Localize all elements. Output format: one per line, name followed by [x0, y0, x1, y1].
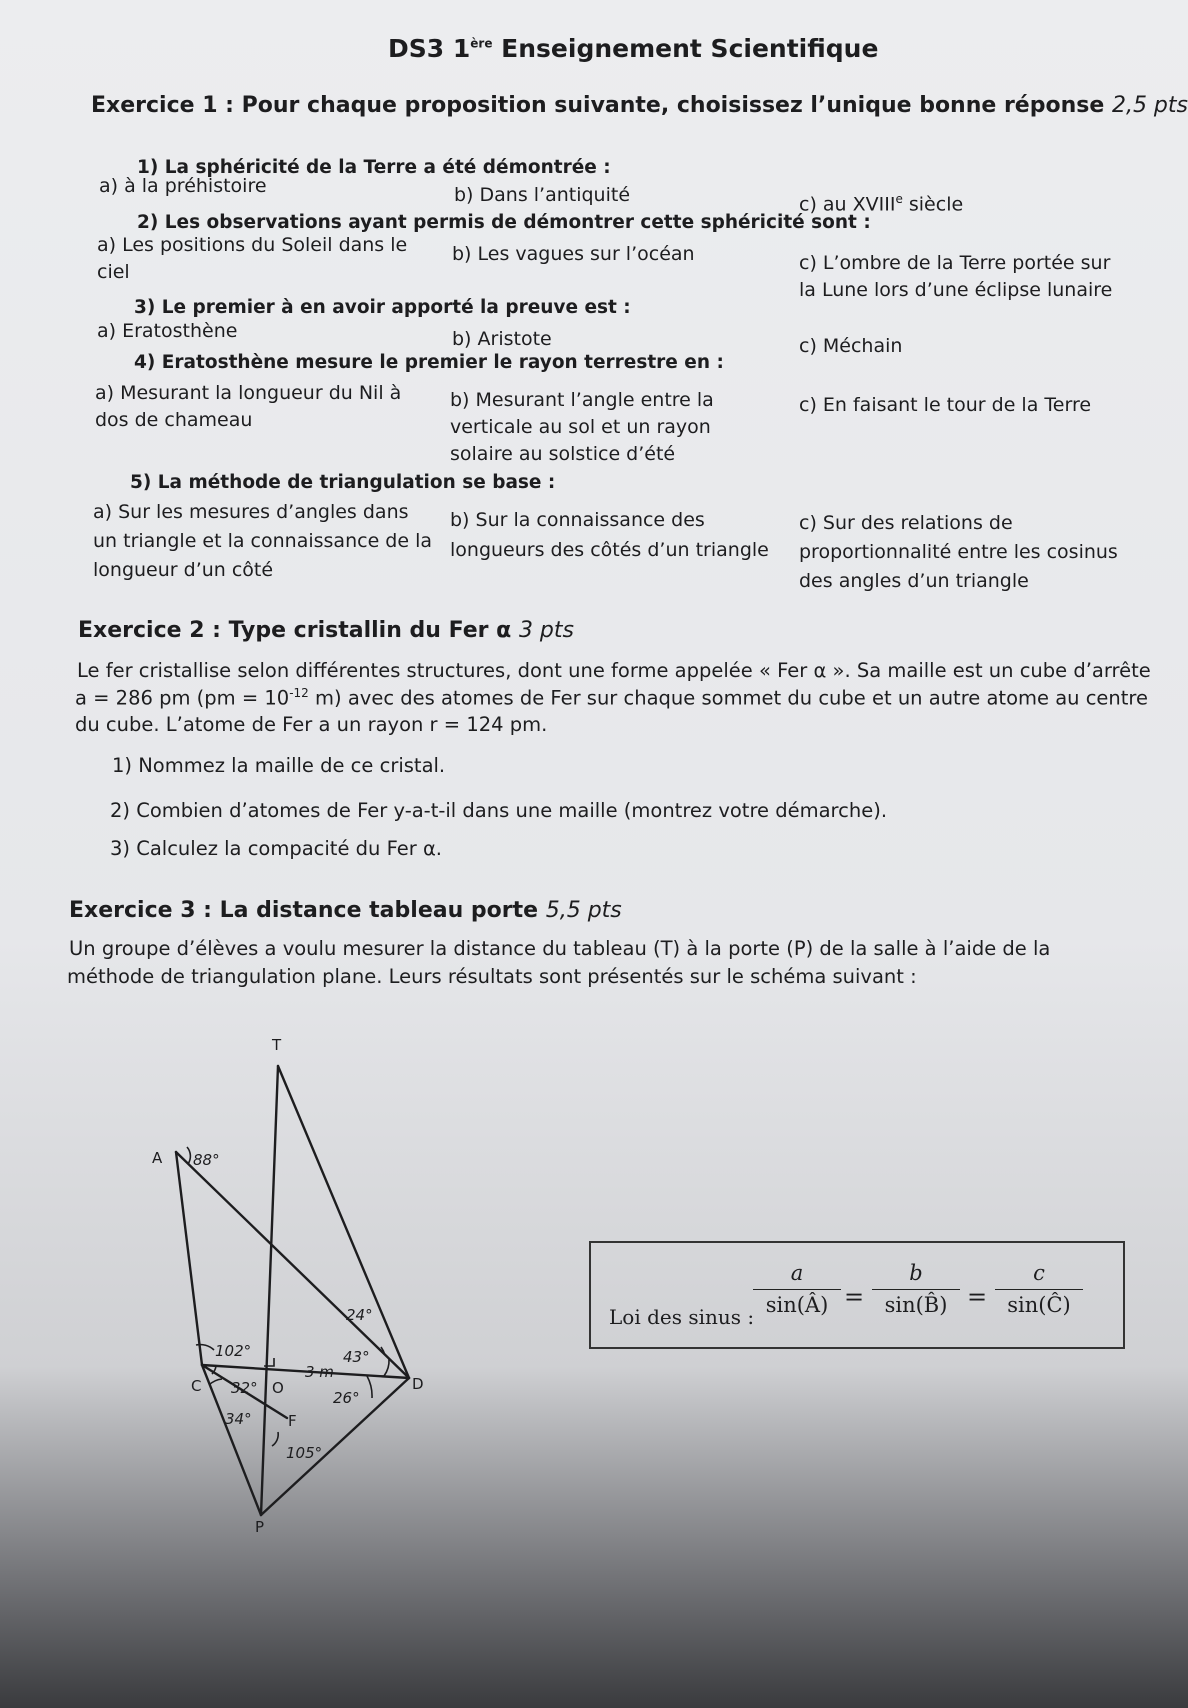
length-CO: 3 m: [305, 1363, 334, 1381]
label-D: D: [412, 1375, 424, 1393]
q5-option-c: c) Sur des relations de proportionnalité entre les cosinus des angles d’un triangle: [799, 512, 1118, 592]
ex2-item-1: 1) Nommez la maille de ce cristal.: [112, 754, 446, 777]
ex3-line-2: méthode de triangulation plane. Leurs résultats sont présentés sur le schéma suivant :: [67, 965, 917, 988]
angle-C-mid: 32°: [231, 1379, 258, 1397]
arc-D-low: [367, 1376, 372, 1398]
q2-text: 2) Les observations ayant permis de démontrer cette sphéricité sont :: [137, 212, 871, 233]
line-T-D: [278, 1066, 409, 1378]
fraction-a: [753, 1261, 841, 1317]
angle-D-upper: 24°: [346, 1306, 373, 1324]
exercise-1-heading: Exercice 1 : Pour chaque proposition suivante, choisissez l’unique bonne réponse 2,5 pts: [91, 93, 1188, 118]
fraction-c-numerator: c: [995, 1261, 1083, 1290]
q1-text: 1) La sphéricité de la Terre a été démontrée :: [137, 157, 611, 178]
angle-A: 88°: [193, 1151, 220, 1169]
angle-F: 105°: [286, 1444, 323, 1462]
q4-text: 4) Eratosthène mesure le premier le rayon terrestre en :: [134, 352, 724, 373]
exercise-2-heading: Exercice 2 : Type cristallin du Fer α 3 pts: [78, 618, 574, 643]
ex2-line-2: a = 286 pm ($pm = 10^{-12}$ m) avec des atomes de Fer sur chaque sommet du cube et un autre atome au centre: [75, 686, 1149, 710]
angle-D-mid: 43°: [343, 1348, 370, 1366]
label-P: P: [255, 1518, 265, 1536]
line-T-P: [261, 1066, 278, 1515]
ex2-item-3: 3) Calculez la compacité du Fer α.: [110, 837, 442, 860]
q3-option-b: b) Aristote: [452, 328, 552, 350]
angle-C-upper: 102°: [215, 1342, 252, 1360]
fraction-a-numerator: a: [753, 1261, 841, 1290]
ex2-item-2: 2) Combien d’atomes de Fer y-a-t-il dans une maille (montrez votre démarche).: [110, 799, 888, 822]
q5-option-a: a) Sur les mesures d’angles dans un triangle et la connaissance de la longueur d’un côté: [93, 501, 433, 581]
q2-option-a: a) Les positions du Soleil dans le ciel: [97, 234, 408, 283]
q1-option-c: c) au XVIIIe siècle: [799, 192, 964, 216]
label-T: T: [272, 1036, 282, 1054]
label-O: O: [272, 1379, 284, 1397]
fraction-b-numerator: b: [872, 1261, 960, 1290]
equals-sign-2: =: [967, 1283, 988, 1311]
arc-C-low: [209, 1379, 222, 1385]
q4-option-c: c) En faisant le tour de la Terre: [799, 394, 1092, 416]
page-title: DS3 1ère Enseignement Scientifique: [388, 34, 879, 63]
q4-option-a: a) Mesurant la longueur du Nil à dos de chameau: [95, 382, 402, 431]
exercise-3-heading: Exercice 3 : La distance tableau porte 5,5 pts: [69, 898, 622, 923]
fraction-b: [872, 1261, 960, 1317]
angle-C-low: 34°: [225, 1410, 252, 1428]
arc-D-mid: [384, 1359, 389, 1376]
law-of-sines-box: [589, 1241, 1125, 1349]
ex2-line-1: Le fer cristallise selon différentes structures, dont une forme appelée « Fer α ». Sa maille est un cube d’arrête: [77, 659, 1151, 682]
q5-text: 5) La méthode de triangulation se base :: [130, 472, 556, 493]
line-A-C: [176, 1152, 202, 1365]
fraction-c: [995, 1261, 1083, 1317]
arc-F: [272, 1432, 278, 1446]
q1-option-a: a) à la préhistoire: [99, 175, 267, 197]
line-A-D: [176, 1152, 409, 1378]
fraction-b-denominator: sin(B̂): [884, 1293, 948, 1317]
fraction-a-denominator: sin(Â): [765, 1293, 829, 1317]
q2-option-b: b) Les vagues sur l’océan: [452, 243, 695, 265]
ex3-line-1: Un groupe d’élèves a voulu mesurer la distance du tableau (T) à la porte (P) de la salle à l’aide de la: [69, 937, 1051, 960]
q1-option-b: b) Dans l’antiquité: [454, 184, 631, 206]
label-C: C: [191, 1377, 202, 1395]
q5-option-b: b) Sur la connaissance des longueurs des côtés d’un triangle: [450, 509, 769, 561]
ex2-line-3: du cube. L’atome de Fer a un rayon r = 124 pm.: [75, 713, 548, 736]
equals-sign-1: =: [844, 1283, 865, 1311]
q4-option-b: b) Mesurant l’angle entre la verticale au sol et un rayon solaire au solstice d’été: [450, 389, 714, 465]
law-of-sines-label: Loi des sinus :: [609, 1305, 755, 1329]
label-A: A: [152, 1149, 163, 1167]
q3-text: 3) Le premier à en avoir apporté la preuve est :: [134, 297, 631, 318]
q3-option-a: a) Eratosthène: [97, 320, 238, 342]
fraction-c-denominator: sin(Ĉ): [1007, 1293, 1071, 1317]
q2-option-c: c) L’ombre de la Terre portée sur la Lune lors d’une éclipse lunaire: [799, 252, 1113, 301]
angle-D-low: 26°: [333, 1389, 360, 1407]
arc-A: [187, 1147, 190, 1164]
q3-option-c: c) Méchain: [799, 335, 903, 357]
label-F: F: [288, 1412, 297, 1430]
